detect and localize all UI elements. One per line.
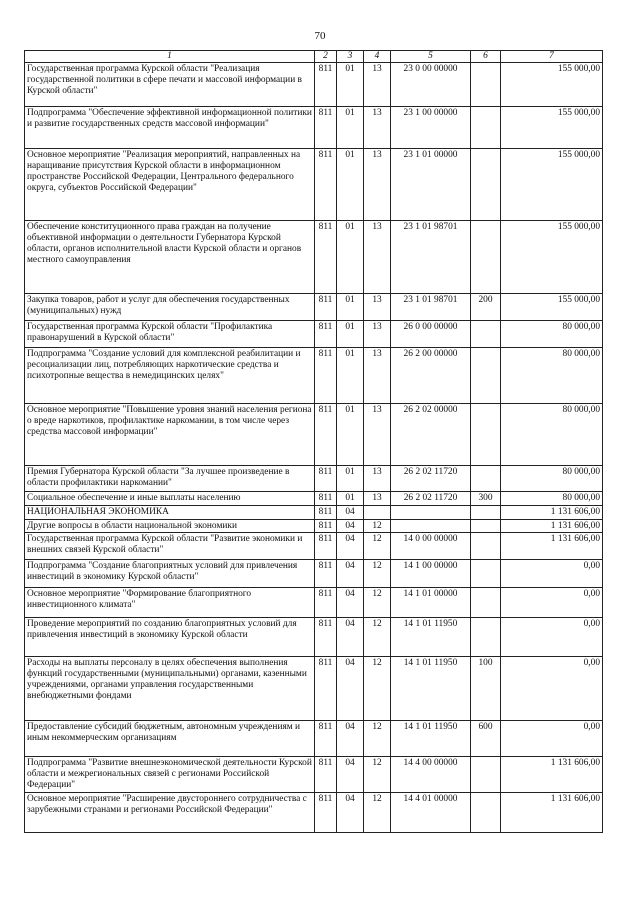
row-ministry-code: 811 (315, 520, 337, 533)
row-amount: 1 131 606,00 (501, 520, 603, 533)
row-target-article (391, 520, 471, 533)
row-section: 01 (337, 149, 364, 221)
row-section: 01 (337, 63, 364, 107)
row-section: 01 (337, 294, 364, 321)
row-ministry-code: 811 (315, 221, 337, 294)
table-row (25, 506, 603, 520)
header-cell: 6 (471, 51, 501, 63)
row-expense-type (471, 466, 501, 492)
row-name: Социальное обеспечение и иные выплаты населению (25, 492, 315, 506)
row-expense-type: 100 (471, 657, 501, 721)
row-subsection: 13 (364, 63, 391, 107)
row-section: 01 (337, 348, 364, 404)
table-row (25, 533, 603, 560)
row-amount: 155 000,00 (501, 63, 603, 107)
row-subsection: 12 (364, 588, 391, 618)
row-section: 04 (337, 506, 364, 520)
row-target-article: 23 0 00 00000 (391, 63, 471, 107)
table-row (25, 721, 603, 757)
table-row (25, 757, 603, 793)
row-target-article: 23 1 01 00000 (391, 149, 471, 221)
row-subsection: 12 (364, 520, 391, 533)
budget-table (24, 50, 603, 833)
row-target-article: 23 1 00 00000 (391, 107, 471, 149)
row-ministry-code: 811 (315, 588, 337, 618)
row-target-article: 26 2 00 00000 (391, 348, 471, 404)
row-ministry-code: 811 (315, 533, 337, 560)
row-name: Подпрограмма "Создание благоприятных условий для привлечения инвестиций в экономику Курской области" (25, 560, 315, 588)
row-ministry-code: 811 (315, 560, 337, 588)
row-subsection: 13 (364, 149, 391, 221)
row-subsection: 13 (364, 348, 391, 404)
row-subsection: 13 (364, 107, 391, 149)
row-name: Государственная программа Курской области "Реализация государственной политики в сфере печати и массовой информации в Курской области" (25, 63, 315, 107)
row-subsection: 12 (364, 618, 391, 657)
row-target-article: 14 1 00 00000 (391, 560, 471, 588)
row-ministry-code: 811 (315, 618, 337, 657)
row-expense-type (471, 221, 501, 294)
row-expense-type (471, 506, 501, 520)
row-target-article: 26 2 02 00000 (391, 404, 471, 466)
table-row (25, 321, 603, 348)
row-amount: 0,00 (501, 721, 603, 757)
row-name: Основное мероприятие "Реализация мероприятий, направленных на наращивание присутствия Курской области в информационном пространстве Российской Федерации, Центрального федерального округа, субъектов Российской Федерации" (25, 149, 315, 221)
table-row (25, 618, 603, 657)
row-subsection: 13 (364, 404, 391, 466)
table-row (25, 294, 603, 321)
table-row (25, 348, 603, 404)
table-row (25, 107, 603, 149)
header-cell: 4 (364, 51, 391, 63)
row-expense-type (471, 63, 501, 107)
row-target-article: 26 0 00 00000 (391, 321, 471, 348)
row-subsection: 13 (364, 466, 391, 492)
row-amount: 80 000,00 (501, 466, 603, 492)
row-expense-type: 200 (471, 294, 501, 321)
table-row (25, 404, 603, 466)
row-section: 01 (337, 466, 364, 492)
row-ministry-code: 811 (315, 149, 337, 221)
row-amount: 1 131 606,00 (501, 506, 603, 520)
header-cell: 1 (25, 51, 315, 63)
row-ministry-code: 811 (315, 404, 337, 466)
row-amount: 80 000,00 (501, 348, 603, 404)
header-row (25, 51, 603, 63)
table-row (25, 63, 603, 107)
row-name: Государственная программа Курской области "Профилактика правонарушений в Курской области" (25, 321, 315, 348)
row-subsection: 12 (364, 657, 391, 721)
table-row (25, 588, 603, 618)
row-target-article: 14 1 01 11950 (391, 721, 471, 757)
table-row (25, 149, 603, 221)
row-name: Расходы на выплаты персоналу в целях обеспечения выполнения функций государственными (муниципальными) органами, казенными учреждениями, органами управления государственными внебюджетными фондами (25, 657, 315, 721)
row-subsection: 12 (364, 757, 391, 793)
table-row (25, 657, 603, 721)
row-name: Подпрограмма "Создание условий для комплексной реабилитации и ресоциализации лиц, потребляющих наркотические средства и психотропные вещества в немедицинских целях" (25, 348, 315, 404)
row-ministry-code: 811 (315, 793, 337, 833)
row-subsection: 12 (364, 793, 391, 833)
row-subsection: 12 (364, 560, 391, 588)
table-row (25, 221, 603, 294)
row-subsection: 13 (364, 492, 391, 506)
row-section: 04 (337, 721, 364, 757)
row-subsection: 13 (364, 321, 391, 348)
row-expense-type: 600 (471, 721, 501, 757)
table-row (25, 492, 603, 506)
row-expense-type (471, 404, 501, 466)
row-expense-type (471, 348, 501, 404)
row-subsection: 13 (364, 294, 391, 321)
row-amount: 1 131 606,00 (501, 533, 603, 560)
row-ministry-code: 811 (315, 348, 337, 404)
row-subsection: 12 (364, 721, 391, 757)
row-ministry-code: 811 (315, 492, 337, 506)
row-section: 04 (337, 657, 364, 721)
row-expense-type (471, 107, 501, 149)
row-target-article: 14 4 00 00000 (391, 757, 471, 793)
row-ministry-code: 811 (315, 721, 337, 757)
row-section: 04 (337, 533, 364, 560)
row-expense-type (471, 520, 501, 533)
row-section: 04 (337, 560, 364, 588)
row-name: Закупка товаров, работ и услуг для обеспечения государственных (муниципальных) нужд (25, 294, 315, 321)
header-cell: 2 (315, 51, 337, 63)
row-name: Другие вопросы в области национальной экономики (25, 520, 315, 533)
row-expense-type (471, 618, 501, 657)
table-row (25, 793, 603, 833)
row-amount: 1 131 606,00 (501, 793, 603, 833)
row-amount: 155 000,00 (501, 294, 603, 321)
row-expense-type: 300 (471, 492, 501, 506)
row-name: НАЦИОНАЛЬНАЯ ЭКОНОМИКА (25, 506, 315, 520)
row-target-article: 26 2 02 11720 (391, 466, 471, 492)
row-name: Государственная программа Курской области "Развитие экономики и внешних связей Курской области" (25, 533, 315, 560)
row-ministry-code: 811 (315, 294, 337, 321)
row-expense-type (471, 793, 501, 833)
table-row (25, 560, 603, 588)
table-row (25, 466, 603, 492)
row-expense-type (471, 560, 501, 588)
row-amount: 0,00 (501, 657, 603, 721)
row-ministry-code: 811 (315, 466, 337, 492)
row-expense-type (471, 533, 501, 560)
row-subsection (364, 506, 391, 520)
row-amount: 80 000,00 (501, 492, 603, 506)
row-amount: 0,00 (501, 560, 603, 588)
row-target-article: 23 1 01 98701 (391, 221, 471, 294)
row-section: 04 (337, 588, 364, 618)
row-section: 01 (337, 492, 364, 506)
row-amount: 155 000,00 (501, 149, 603, 221)
row-section: 01 (337, 404, 364, 466)
row-target-article: 14 0 00 00000 (391, 533, 471, 560)
row-amount: 0,00 (501, 618, 603, 657)
row-target-article: 26 2 02 11720 (391, 492, 471, 506)
row-section: 04 (337, 757, 364, 793)
row-amount: 80 000,00 (501, 404, 603, 466)
row-target-article: 14 1 01 00000 (391, 588, 471, 618)
row-expense-type (471, 588, 501, 618)
row-amount: 1 131 606,00 (501, 757, 603, 793)
row-section: 01 (337, 321, 364, 348)
row-section: 04 (337, 520, 364, 533)
row-target-article (391, 506, 471, 520)
header-cell: 3 (337, 51, 364, 63)
row-ministry-code: 811 (315, 107, 337, 149)
row-section: 04 (337, 618, 364, 657)
header-cell: 5 (391, 51, 471, 63)
row-amount: 155 000,00 (501, 107, 603, 149)
row-name: Основное мероприятие "Формирование благоприятного инвестиционного климата" (25, 588, 315, 618)
row-name: Премия Губернатора Курской области "За лучшее произведение в области профилактики наркомании" (25, 466, 315, 492)
row-expense-type (471, 757, 501, 793)
row-name: Основное мероприятие "Повышение уровня знаний населения региона о вреде наркотиков, профилактике наркомании, в том числе через средства массовой информации" (25, 404, 315, 466)
row-ministry-code: 811 (315, 506, 337, 520)
row-section: 01 (337, 107, 364, 149)
table-row (25, 520, 603, 533)
row-target-article: 14 1 01 11950 (391, 618, 471, 657)
row-target-article: 14 4 01 00000 (391, 793, 471, 833)
row-ministry-code: 811 (315, 63, 337, 107)
row-subsection: 13 (364, 221, 391, 294)
row-name: Подпрограмма "Обеспечение эффективной информационной политики и развитие государственных средств массовой информации" (25, 107, 315, 149)
row-ministry-code: 811 (315, 321, 337, 348)
row-amount: 155 000,00 (501, 221, 603, 294)
row-target-article: 14 1 01 11950 (391, 657, 471, 721)
row-ministry-code: 811 (315, 657, 337, 721)
page-number: 70 (314, 30, 326, 42)
row-name: Обеспечение конституционного права граждан на получение объективной информации о деятельности Губернатора Курской области, органов исполнительной власти Курской области и органов местного самоуправления (25, 221, 315, 294)
row-section: 04 (337, 793, 364, 833)
row-name: Подпрограмма "Развитие внешнеэкономической деятельности Курской области и межрегиональных связей с регионами Российской Федерации" (25, 757, 315, 793)
row-name: Основное мероприятие "Расширение двустороннего сотрудничества с зарубежными странами и регионами Российской Федерации" (25, 793, 315, 833)
row-expense-type (471, 149, 501, 221)
header-cell: 7 (501, 51, 603, 63)
row-ministry-code: 811 (315, 757, 337, 793)
row-expense-type (471, 321, 501, 348)
row-name: Предоставление субсидий бюджетным, автономным учреждениям и иным некоммерческим организациям (25, 721, 315, 757)
row-amount: 0,00 (501, 588, 603, 618)
row-amount: 80 000,00 (501, 321, 603, 348)
row-section: 01 (337, 221, 364, 294)
row-subsection: 12 (364, 533, 391, 560)
row-name: Проведение мероприятий по созданию благоприятных условий для привлечения инвестиций в экономику Курской области (25, 618, 315, 657)
row-target-article: 23 1 01 98701 (391, 294, 471, 321)
